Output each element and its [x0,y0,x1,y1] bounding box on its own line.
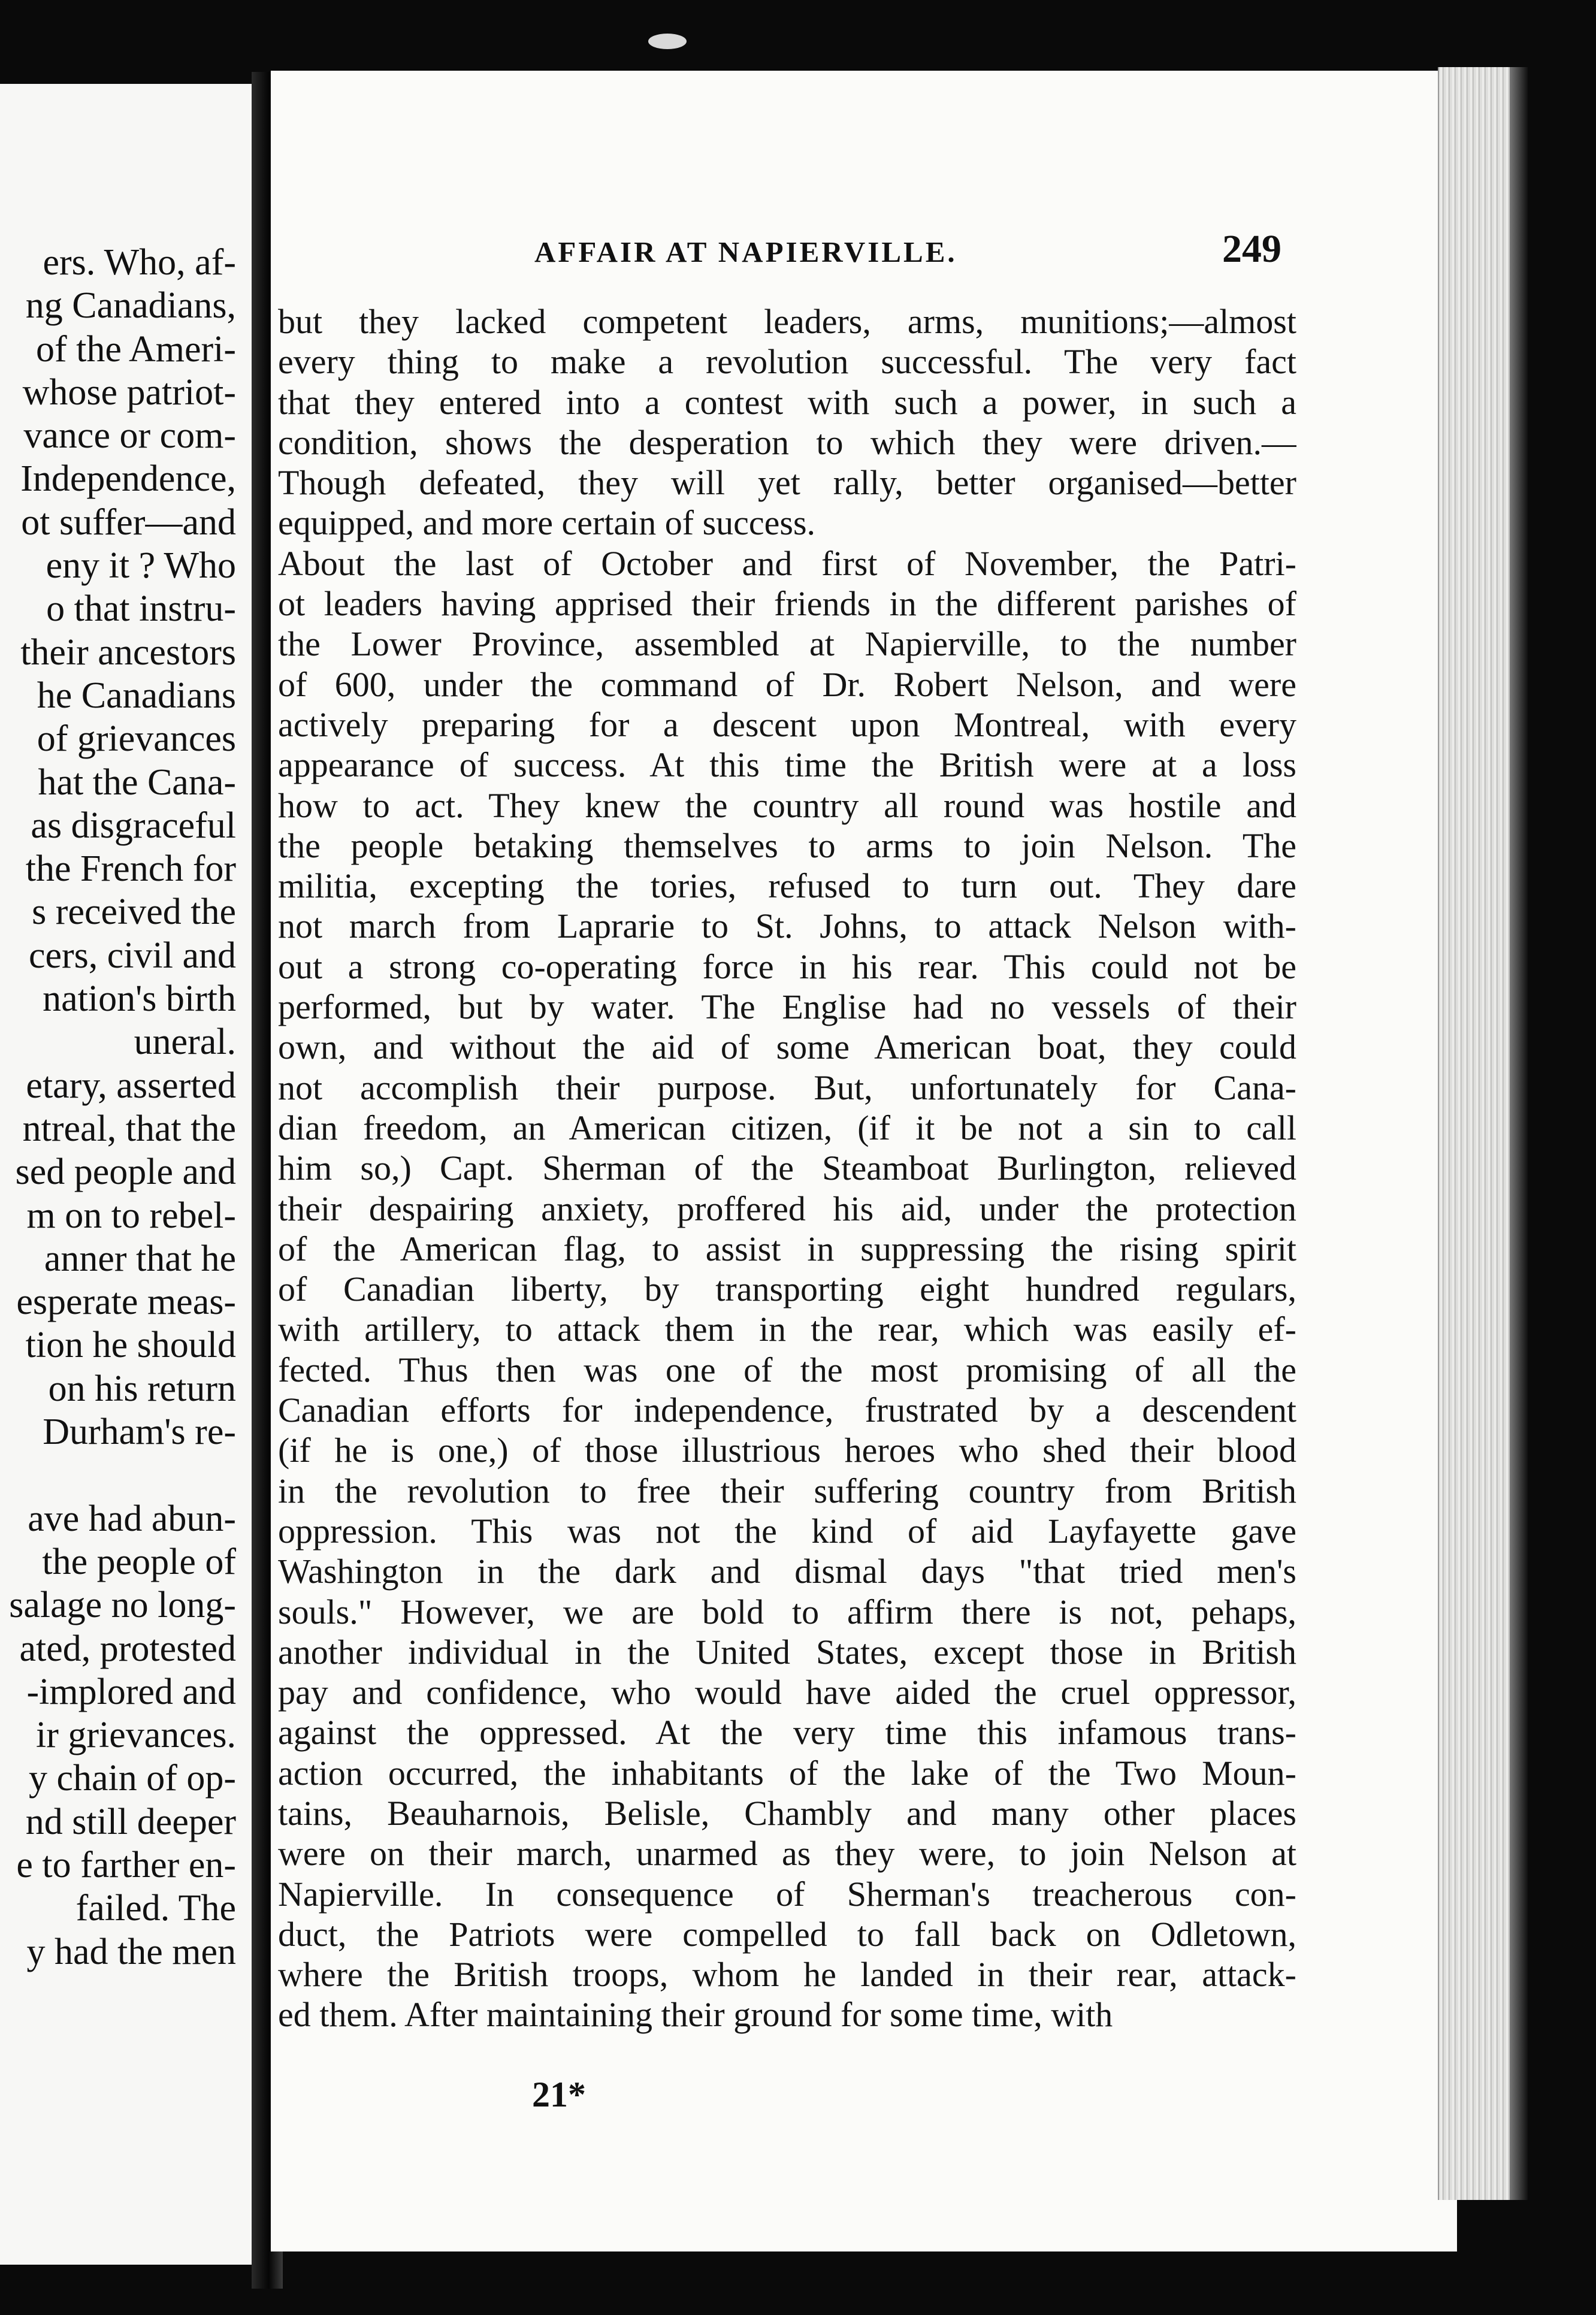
text-line: of Canadian liberty, by transporting eight hundred regulars, [278,1270,1296,1309]
text-line: condition, shows the desperation to which they were driven.— [278,422,1296,462]
left-page-line: he Canadians [37,675,236,716]
left-page-line: ng Canadians, [25,285,236,327]
left-page-line: the French for [25,848,236,890]
text-line: About the last of October and first of November, the Patri- [278,543,1296,583]
text-line: the people betaking themselves to arms to join Nelson. The [278,826,1296,865]
left-page-line: -implored and [26,1671,236,1712]
text-line: him so,) Capt. Sherman of the Steamboat Burlington, relieved [278,1149,1296,1188]
left-page-line: sed people and [15,1152,236,1193]
text-line: performed, but by water. The Englise had no vessels of their [278,987,1296,1027]
page-edges [1438,67,1511,2200]
text-line: out a strong co-operating force in his rear. This could not be [278,947,1296,986]
left-page-line: ated, protested [19,1628,236,1669]
left-page-line: esperate meas- [16,1282,236,1323]
left-page-text [0,241,236,1974]
text-line: (if he is one,) of those illustrious heroes who shed their blood [278,1431,1296,1470]
left-page-line: Independence, [20,458,236,500]
left-page-line: hat the Cana- [38,761,236,803]
left-page-line: s received the [32,891,236,933]
text-line: the Lower Province, assembled at Napierville, to the number [278,624,1296,664]
left-page-line: e to farther en- [16,1844,236,1885]
page-number: 249 [1222,227,1281,271]
page-body-text [278,301,1296,2035]
text-line: ed them. After maintaining their ground for some time, with [278,1995,1113,2035]
left-page-line: anner that he [44,1238,236,1279]
text-line: not accomplish their purpose. But, unfortunately for Cana- [278,1068,1296,1107]
left-page-line: ir grievances. [36,1715,236,1756]
text-line: ot leaders having apprised their friends in the different parishes of [278,584,1296,624]
text-line: how to act. They knew the country all round was hostile and [278,785,1296,825]
left-page-line: whose patriot- [22,371,236,413]
text-line: of the American flag, to assist in suppressing the rising spirit [278,1229,1296,1268]
text-line: militia, excepting the tories, refused to turn out. They dare [278,866,1296,906]
text-line: own, and without the aid of some American boat, they could [278,1027,1296,1067]
left-page-line: y chain of op- [28,1758,236,1799]
text-line: oppression. This was not the kind of aid Layfayette gave [278,1511,1296,1551]
text-line: Though defeated, they will yet rally, better organised—better [278,463,1296,503]
text-line: not march from Laprarie to St. Johns, to attack Nelson with- [278,906,1296,946]
left-page-line: on his return [48,1368,236,1409]
text-line: their despairing anxiety, proffered his aid, under the protection [278,1189,1296,1228]
left-page-line: cers, civil and [28,935,236,976]
left-page-line: y had the men [26,1931,236,1972]
scan-speck [648,34,687,49]
text-line: pay and confidence, who would have aided the cruel oppressor, [278,1673,1296,1712]
text-line: where the British troops, whom he landed in their rear, attack- [278,1955,1296,1994]
running-head: AFFAIR AT NAPIERVILLE. [534,235,957,268]
left-page-line: the people of [42,1541,236,1582]
left-page-line: ers. Who, af- [43,242,236,283]
left-page-line: their ancestors [20,631,236,673]
text-line: every thing to make a revolution successful. The very fact [278,342,1296,382]
text-line: with artillery, to attack them in the rear, which was easily ef- [278,1310,1296,1349]
text-line: were on their march, unarmed as they were, to join Nelson at [278,1834,1296,1873]
left-page [0,84,252,2265]
text-line: fected. Thus then was one of the most promising of all the [278,1350,1296,1389]
text-line: against the oppressed. At the very time this infamous trans- [278,1713,1296,1752]
text-line: that they entered into a contest with such a power, in such a [278,382,1296,422]
left-page-line: of the Ameri- [35,328,236,370]
left-page-line: nd still deeper [25,1801,236,1842]
left-page-line: etary, asserted [26,1065,236,1106]
left-page-line: ntreal, that the [22,1108,236,1149]
text-line: of 600, under the command of Dr. Robert Nelson, and were [278,664,1296,704]
left-page-line: ot suffer—and [21,501,236,543]
left-page-line: of grievances [37,718,236,760]
text-line: appearance of success. At this time the British were at a loss [278,745,1296,785]
signature-mark: 21* [532,2075,586,2114]
text-line: in the revolution to free their suffering country from British [278,1471,1296,1510]
text-line: duct, the Patriots were compelled to fall back on Odletown, [278,1914,1296,1954]
left-page-line: nation's birth [43,978,236,1020]
left-page-line: tion he should [25,1325,236,1366]
text-line: equipped, and more certain of success. [278,503,816,543]
text-line: souls." However, we are bold to affirm there is not, pehaps, [278,1592,1296,1631]
page-edge-shadow [1510,67,1528,2200]
left-page-line: m on to rebel- [26,1195,236,1236]
text-line: Washington in the dark and dismal days "that tried men's [278,1552,1296,1591]
text-line: tains, Beauharnois, Belisle, Chambly and many other places [278,1793,1296,1833]
text-line: but they lacked competent leaders, arms, munitions;—almost [278,302,1296,341]
text-line: actively preparing for a descent upon Montreal, with every [278,705,1296,744]
left-page-line: ave had abun- [28,1498,236,1539]
left-page-line: as disgraceful [31,805,236,846]
left-page-line: failed. The [75,1888,236,1929]
left-page-line: Durham's re- [43,1412,236,1453]
left-page-line [0,1453,236,1497]
left-page-line: o that instru- [46,588,236,630]
left-page-line: salage no long- [9,1585,236,1626]
text-line: Napierville. In consequence of Sherman's treacherous con- [278,1874,1296,1914]
text-line: action occurred, the inhabitants of the lake of the Two Moun- [278,1753,1296,1793]
left-page-line: uneral. [134,1021,236,1063]
text-line: Canadian efforts for independence, frustrated by a descendent [278,1391,1296,1430]
text-line: another individual in the United States, except those in British [278,1632,1296,1672]
text-line: dian freedom, an American citizen, (if it be not a sin to call [278,1108,1296,1147]
left-page-line: vance or com- [23,415,236,457]
left-page-line: eny it ? Who [46,545,236,587]
